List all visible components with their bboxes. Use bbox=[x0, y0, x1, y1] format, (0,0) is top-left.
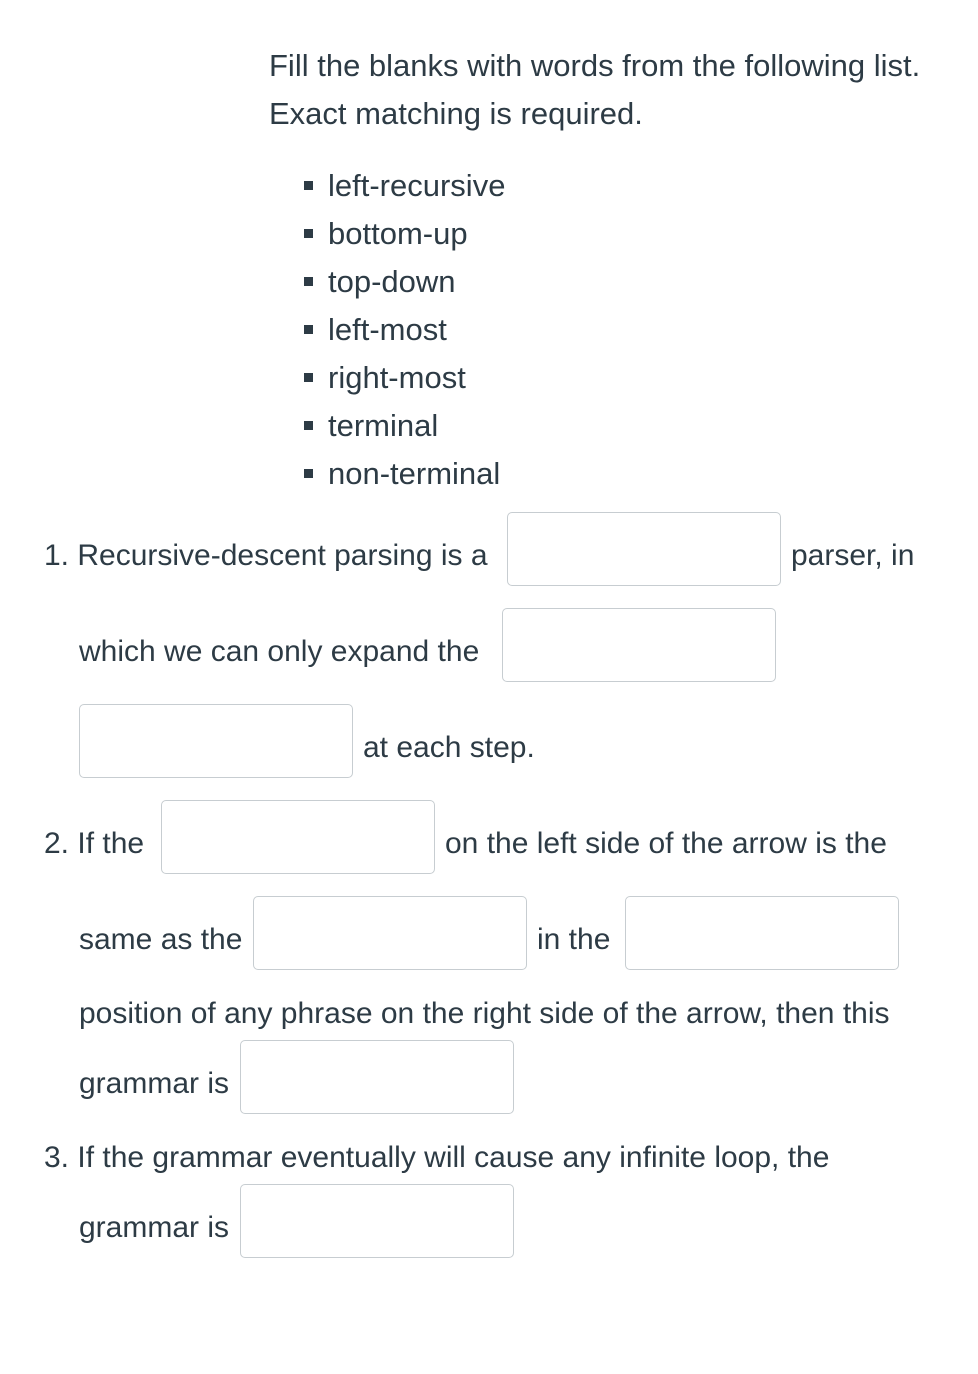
word-list-item-label: left-recursive bbox=[328, 168, 506, 203]
word-list-item bbox=[304, 264, 456, 300]
question-3-blank-1[interactable] bbox=[240, 1184, 514, 1258]
question-3-text-part-1: 3. If the grammar eventually will cause any infinite loop, the bbox=[44, 1141, 830, 1174]
square-bullet-icon bbox=[304, 181, 313, 190]
word-list-item-label: right-most bbox=[328, 360, 466, 395]
word-list-item-label: left-most bbox=[328, 312, 447, 347]
question-2-text-part-1: 2. If the bbox=[44, 827, 145, 860]
square-bullet-icon bbox=[304, 373, 313, 382]
question-2-text-part-5: position of any phrase on the right side of the arrow, then this bbox=[79, 997, 890, 1030]
word-list-item bbox=[304, 216, 468, 252]
question-2-text-part-3: same as the bbox=[79, 923, 243, 956]
question-2-text-part-4: in the bbox=[537, 923, 611, 956]
question-2-text-part-6: grammar is bbox=[79, 1067, 230, 1100]
question-1-text-part-3: which we can only expand the bbox=[79, 635, 480, 668]
square-bullet-icon bbox=[304, 229, 313, 238]
question-2-text-part-2: on the left side of the arrow is the bbox=[445, 827, 887, 860]
question-1-blank-3[interactable] bbox=[79, 704, 353, 778]
question-2-blank-3[interactable] bbox=[625, 896, 899, 970]
question-2-blank-1[interactable] bbox=[161, 800, 435, 874]
question-1-text-part-4: at each step. bbox=[363, 731, 535, 764]
square-bullet-icon bbox=[304, 325, 313, 334]
word-list-item-label: non-terminal bbox=[328, 456, 501, 491]
word-list-item bbox=[304, 456, 500, 492]
word-list-item-label: terminal bbox=[328, 408, 439, 443]
word-list-item-label: bottom-up bbox=[328, 216, 468, 251]
question-1-text-part-1: 1. Recursive-descent parsing is a bbox=[44, 539, 488, 572]
question-1-blank-1[interactable] bbox=[507, 512, 781, 586]
instructions-line-1: Fill the blanks with words from the following list. bbox=[269, 48, 921, 83]
square-bullet-icon bbox=[304, 421, 313, 430]
word-list-item bbox=[304, 168, 505, 204]
word-list-item bbox=[304, 312, 447, 348]
question-1-text-part-2: parser, in bbox=[791, 539, 915, 572]
word-list-item bbox=[304, 408, 438, 444]
square-bullet-icon bbox=[304, 469, 313, 478]
square-bullet-icon bbox=[304, 277, 313, 286]
word-list-item bbox=[304, 360, 466, 396]
question-1-blank-2[interactable] bbox=[502, 608, 776, 682]
question-2-blank-2[interactable] bbox=[253, 896, 527, 970]
question-2-blank-4[interactable] bbox=[240, 1040, 514, 1114]
question-3-text-part-2: grammar is bbox=[79, 1211, 230, 1244]
instructions-line-2: Exact matching is required. bbox=[269, 96, 643, 131]
word-list-item-label: top-down bbox=[328, 264, 456, 299]
